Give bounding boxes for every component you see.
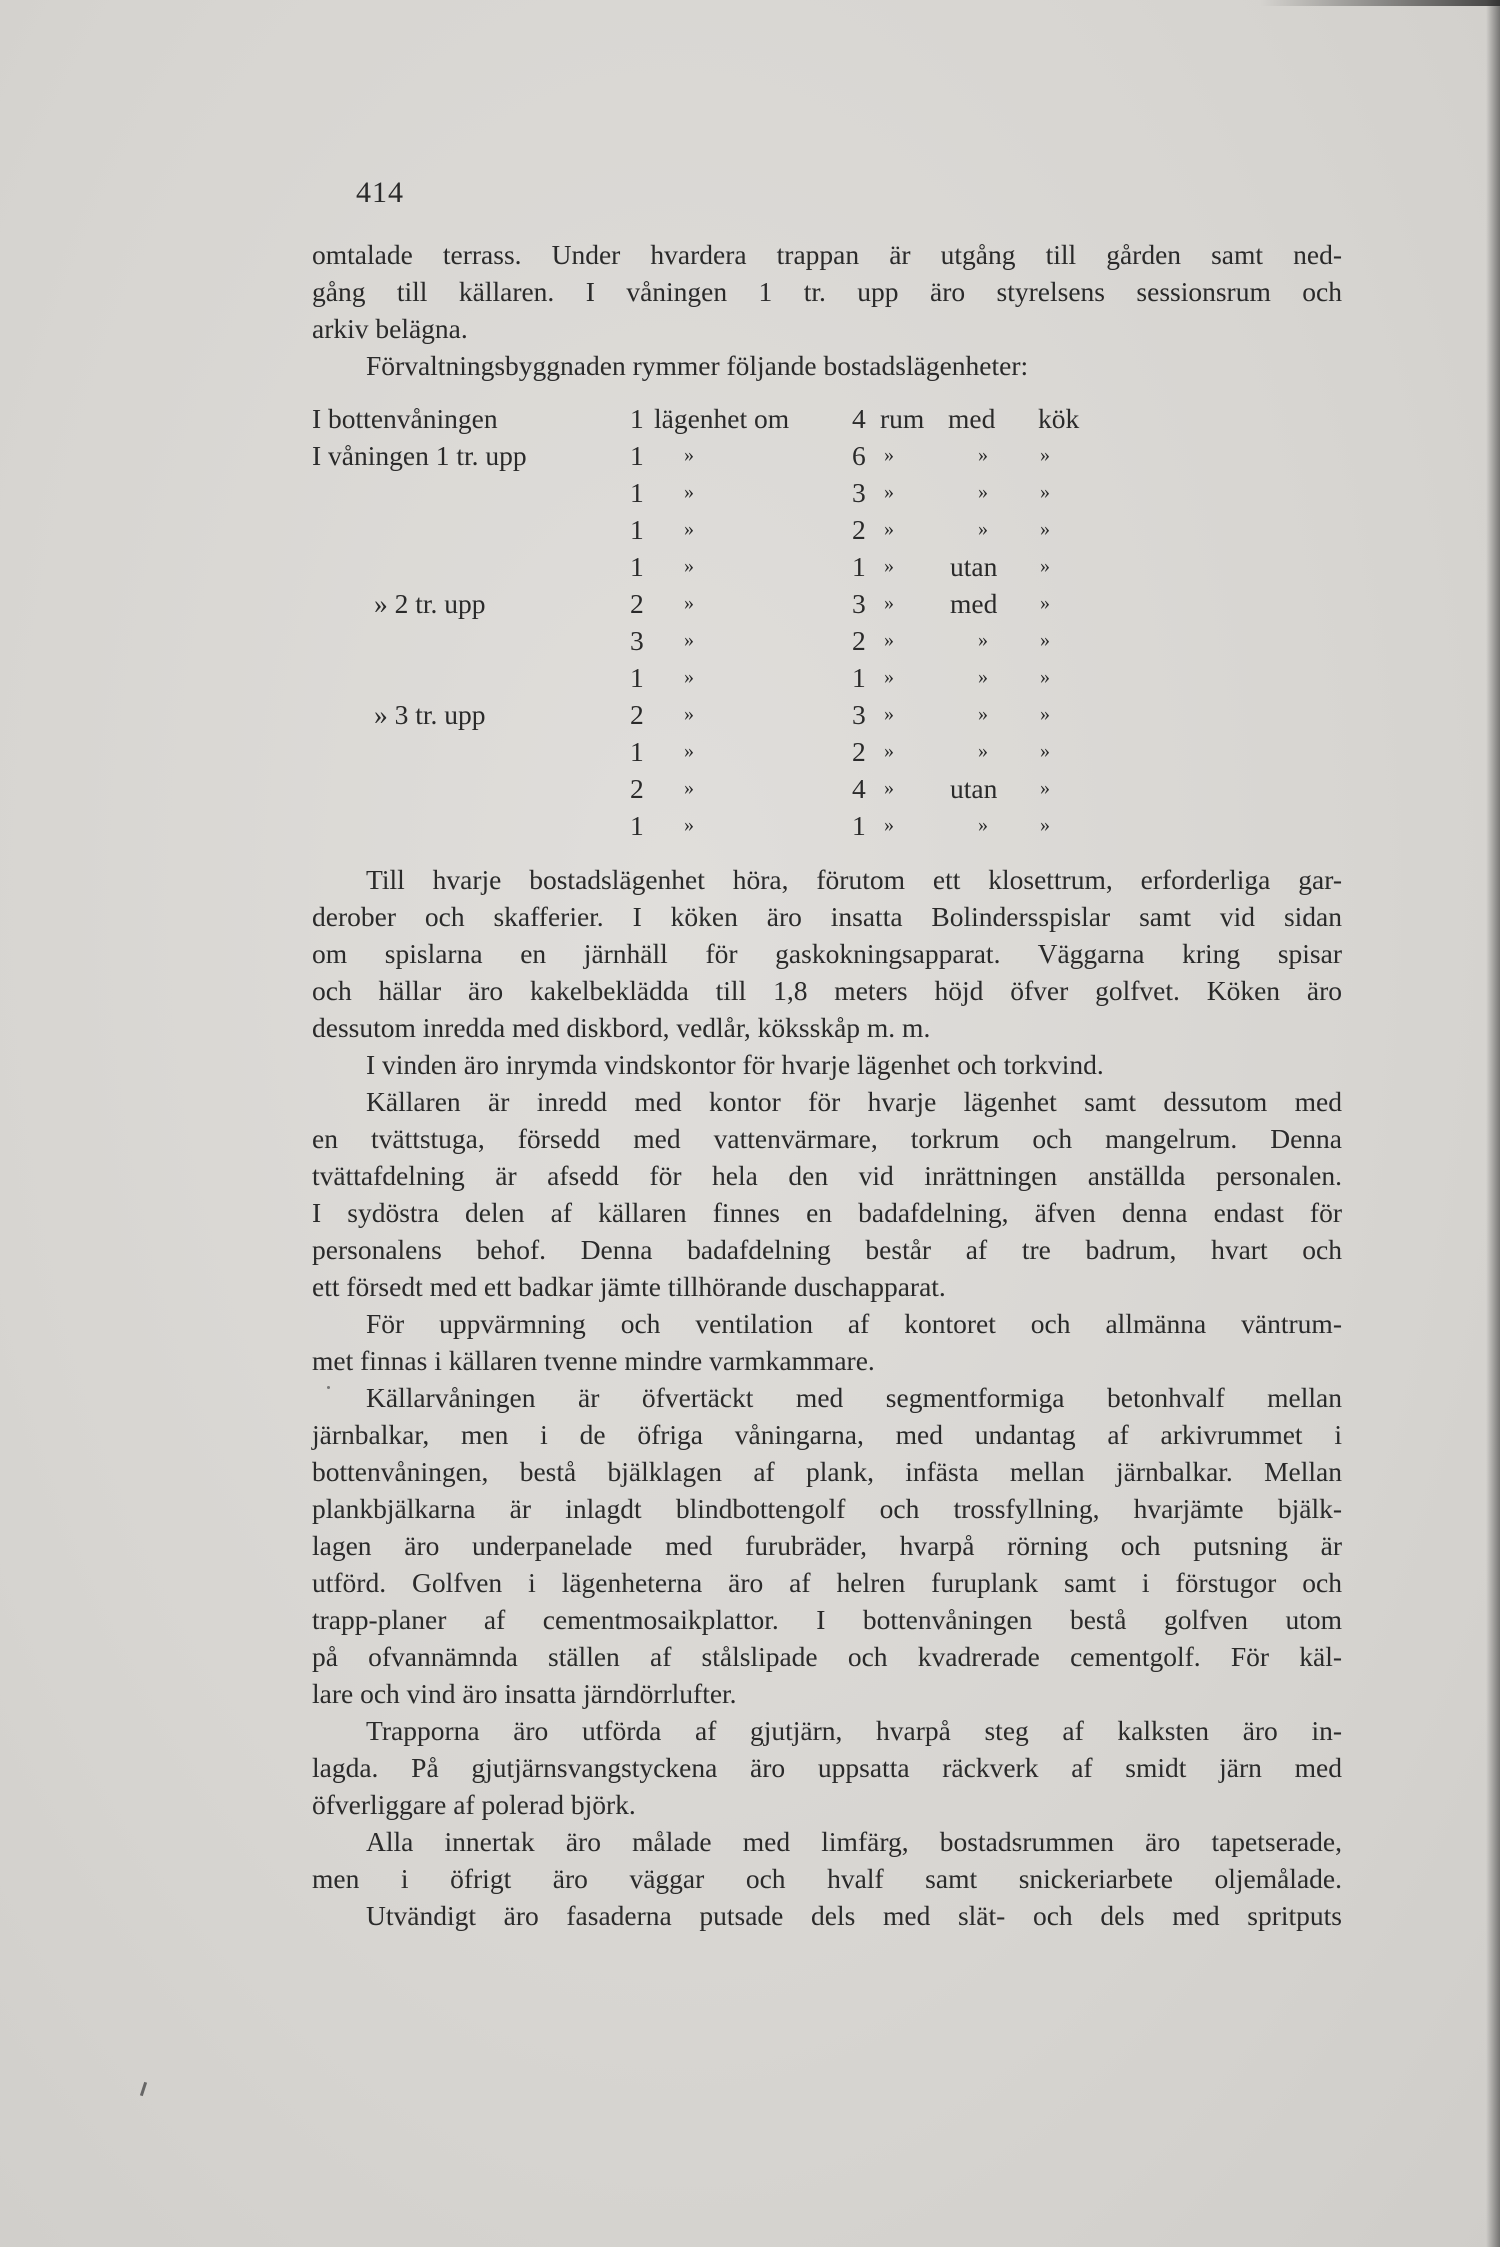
count-cell: 1 xyxy=(630,477,644,508)
rooms-cell: 2 xyxy=(852,625,866,656)
text-line: bottenvåningen, bestå bjälklagen af plank, infästa mellan järnbalkar. Mellan xyxy=(312,1456,1342,1487)
kok-cell: » xyxy=(1040,518,1050,540)
count-cell: 1 xyxy=(630,514,644,545)
count-cell: 2 xyxy=(630,699,644,730)
text-line: öfverliggare af polerad björk. xyxy=(312,1789,636,1820)
count-cell: 3 xyxy=(630,625,644,656)
rooms-cell: 1 xyxy=(852,810,866,841)
rooms-cell: 3 xyxy=(852,477,866,508)
text-line: Trapporna äro utförda af gjutjärn, hvarpå steg af kalksten äro in- xyxy=(366,1715,1342,1746)
text-line: utförd. Golfven i lägenheterna äro af helren furuplank samt i förstugor och xyxy=(312,1567,1342,1598)
floor-cell: I bottenvåningen xyxy=(312,403,498,434)
unit-cell: » xyxy=(684,814,694,836)
rooms-cell: 2 xyxy=(852,514,866,545)
text-line: Till hvarje bostadslägenhet höra, förutom ett klosettrum, erforderliga gar- xyxy=(366,864,1342,895)
count-cell: 2 xyxy=(630,588,644,619)
page-number: 414 xyxy=(356,176,404,209)
rum-cell: » xyxy=(884,592,894,614)
med-cell: » xyxy=(978,666,988,688)
med-cell: » xyxy=(978,444,988,466)
floor-cell: I våningen 1 tr. upp xyxy=(312,440,527,471)
print-speck xyxy=(327,1386,330,1389)
text-line: Alla innertak äro målade med limfärg, bostadsrummen äro tapetserade, xyxy=(366,1826,1342,1857)
rooms-cell: 1 xyxy=(852,551,866,582)
kok-cell: » xyxy=(1040,481,1050,503)
rum-cell: rum xyxy=(880,403,925,434)
text-line: met finnas i källaren tvenne mindre varmkammare. xyxy=(312,1345,875,1376)
unit-cell: » xyxy=(684,703,694,725)
text-line: en tvättstuga, försedd med vattenvärmare, torkrum och mangelrum. Denna xyxy=(312,1123,1342,1154)
rum-cell: » xyxy=(884,777,894,799)
table-row xyxy=(312,511,1112,548)
rooms-cell: 6 xyxy=(852,440,866,471)
text-line: Förvaltningsbyggnaden rymmer följande bostadslägenheter: xyxy=(366,350,1029,381)
rum-cell: » xyxy=(884,703,894,725)
text-line: tvättafdelning är afsedd för hela den vid inrättningen anställda personalen. xyxy=(312,1160,1342,1191)
count-cell: 2 xyxy=(630,773,644,804)
rooms-cell: 2 xyxy=(852,736,866,767)
table-row xyxy=(312,733,1112,770)
text-line: plankbjälkarna är inlagdt blindbottengolf och trossfyllning, hvarjämte bjälk- xyxy=(312,1493,1342,1524)
text-line: I sydöstra delen af källaren finnes en badafdelning, äfven denna endast för xyxy=(312,1197,1342,1228)
unit-cell: » xyxy=(684,740,694,762)
kok-cell: » xyxy=(1040,444,1050,466)
kok-cell: » xyxy=(1040,703,1050,725)
page-top-shadow xyxy=(1260,0,1500,6)
floor-cell: » 2 tr. upp xyxy=(374,588,486,619)
text-line: Utvändigt äro fasaderna putsade dels med slät- och dels med spritputs xyxy=(366,1900,1342,1931)
text-line: om spislarna en järnhäll för gaskokningsapparat. Väggarna kring spisar xyxy=(312,938,1342,969)
text-line: arkiv belägna. xyxy=(312,313,468,344)
kok-cell: » xyxy=(1040,666,1050,688)
text-line: lagda. På gjutjärnsvangstyckena äro uppsatta räckverk af smidt järn med xyxy=(312,1752,1342,1783)
unit-word: lägenhet xyxy=(654,403,748,434)
med-cell: utan xyxy=(950,773,998,804)
rooms-cell: 3 xyxy=(852,699,866,730)
count-cell: 1 xyxy=(630,662,644,693)
rum-cell: » xyxy=(884,481,894,503)
rum-cell: » xyxy=(884,629,894,651)
rum-cell: » xyxy=(884,814,894,836)
text-line: Källaren är inredd med kontor för hvarje lägenhet samt dessutom med xyxy=(366,1086,1342,1117)
floor-cell: » 3 tr. upp xyxy=(374,699,486,730)
table-row xyxy=(312,474,1112,511)
kok-cell: » xyxy=(1040,777,1050,799)
text-line: järnbalkar, men i de öfriga våningarna, med undantag af arkivrummet i xyxy=(312,1419,1342,1450)
page-edge-shadow xyxy=(1486,0,1500,2247)
unit-cell: » xyxy=(684,518,694,540)
med-cell: » xyxy=(978,814,988,836)
text-line: derober och skafferier. I köken äro insatta Bolindersspislar samt vid sidan xyxy=(312,901,1342,932)
om-word: om xyxy=(754,403,790,434)
kok-cell: » xyxy=(1040,592,1050,614)
med-cell: » xyxy=(978,629,988,651)
med-cell: » xyxy=(978,703,988,725)
unit-cell: » xyxy=(684,629,694,651)
text-line: trapp-planer af cementmosaikplattor. I bottenvåningen bestå golfven utom xyxy=(312,1604,1342,1635)
count-cell: 1 xyxy=(630,440,644,471)
count-cell: 1 xyxy=(630,736,644,767)
rooms-cell: 4 xyxy=(852,773,866,804)
text-line: och hällar äro kakelbeklädda till 1,8 meters höjd öfver golfvet. Köken äro xyxy=(312,975,1342,1006)
rum-cell: » xyxy=(884,666,894,688)
count-cell: 1 xyxy=(630,810,644,841)
rooms-cell: 3 xyxy=(852,588,866,619)
text-line: personalens behof. Denna badafdelning består af tre badrum, hvart och xyxy=(312,1234,1342,1265)
text-line: omtalade terrass. Under hvardera trappan är utgång till gården samt ned- xyxy=(312,239,1342,270)
kok-cell: » xyxy=(1040,629,1050,651)
rum-cell: » xyxy=(884,740,894,762)
unit-cell: » xyxy=(684,555,694,577)
text-line: lagen äro underpanelade med furubräder, hvarpå rörning och putsning är xyxy=(312,1530,1342,1561)
kok-cell: » xyxy=(1040,814,1050,836)
table-row xyxy=(312,400,1112,437)
count-cell: 1 xyxy=(630,551,644,582)
rooms-cell: 1 xyxy=(852,662,866,693)
med-cell: » xyxy=(978,740,988,762)
text-line: men i öfrigt äro väggar och hvalf samt snickeriarbete oljemålade. xyxy=(312,1863,1342,1894)
unit-cell xyxy=(654,400,789,437)
unit-cell: » xyxy=(684,777,694,799)
table-row xyxy=(312,585,1112,622)
apartment-table xyxy=(312,400,1112,844)
rooms-cell: 4 xyxy=(852,403,866,434)
unit-cell: » xyxy=(684,444,694,466)
text-line: på ofvannämnda ställen af stålslipade och kvadrerade cementgolf. För käl- xyxy=(312,1641,1342,1672)
text-line: ett försedt med ett badkar jämte tillhörande duschapparat. xyxy=(312,1271,946,1302)
unit-cell: » xyxy=(684,592,694,614)
intro-paragraph xyxy=(312,236,1342,384)
text-line: dessutom inredda med diskbord, vedlår, köksskåp m. m. xyxy=(312,1012,931,1043)
text-line: För uppvärmning och ventilation af kontoret och allmänna väntrum- xyxy=(366,1308,1342,1339)
table-row xyxy=(312,696,1112,733)
rum-cell: » xyxy=(884,444,894,466)
med-cell: » xyxy=(978,481,988,503)
text-line: gång till källaren. I våningen 1 tr. upp äro styrelsens sessionsrum och xyxy=(312,276,1342,307)
count-cell: 1 xyxy=(630,403,644,434)
unit-cell: » xyxy=(684,481,694,503)
med-cell: » xyxy=(978,518,988,540)
kok-cell: kök xyxy=(1038,403,1080,434)
text-line: Källarvåningen är öfvertäckt med segmentformiga betonhvalf mellan xyxy=(366,1382,1342,1413)
text-line: I vinden äro inrymda vindskontor för hvarje lägenhet och torkvind. xyxy=(366,1049,1104,1080)
body-text xyxy=(312,861,1342,1934)
rum-cell: » xyxy=(884,518,894,540)
table-row xyxy=(312,770,1112,807)
unit-cell: » xyxy=(684,666,694,688)
print-speck xyxy=(140,2082,147,2096)
table-row xyxy=(312,437,1112,474)
kok-cell: » xyxy=(1040,555,1050,577)
med-cell: utan xyxy=(950,551,998,582)
med-cell: med xyxy=(948,403,996,434)
table-row xyxy=(312,807,1112,844)
kok-cell: » xyxy=(1040,740,1050,762)
table-row xyxy=(312,548,1112,585)
rum-cell: » xyxy=(884,555,894,577)
med-cell: med xyxy=(950,588,998,619)
text-line: lare och vind äro insatta järndörrlufter. xyxy=(312,1678,737,1709)
table-row xyxy=(312,622,1112,659)
table-row xyxy=(312,659,1112,696)
